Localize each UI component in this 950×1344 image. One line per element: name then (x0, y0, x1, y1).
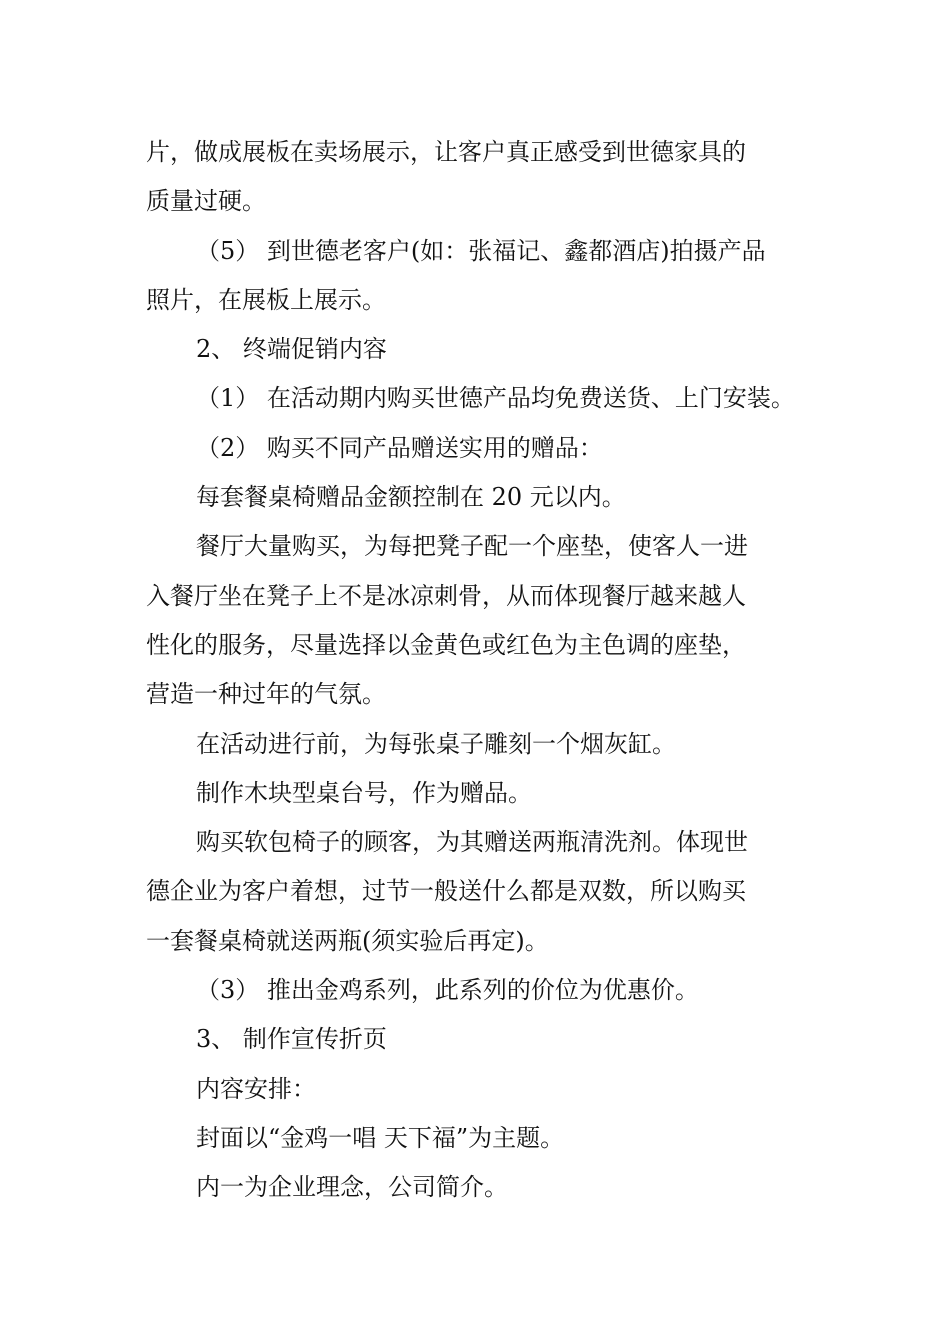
paragraph (146, 227, 808, 326)
text-line: 购买软包椅子的顾客，为其赠送两瓶清洗剂。体现世 (196, 828, 748, 857)
paragraph (146, 769, 808, 818)
paragraph (146, 424, 808, 473)
text-line: （5） 到世德老客户(如：张福记、鑫都酒店)拍摄产品 (196, 236, 766, 265)
paragraph (146, 1065, 808, 1114)
text-line: 一套餐桌椅就送两瓶(须实验后再定)。 (146, 926, 549, 955)
text-line: 制作木块型桌台号，作为赠品。 (196, 778, 532, 807)
text-line: 2、 终端促销内容 (196, 335, 387, 364)
section-heading (146, 1015, 808, 1064)
text-line: 片，做成展板在卖场展示，让客户真正感受到世德家具的 (146, 138, 746, 166)
paragraph (146, 473, 808, 522)
section-heading (146, 325, 808, 374)
text-line: 内一为企业理念，公司简介。 (196, 1173, 508, 1202)
text-line: 每套餐桌椅赠品金额控制在 20 元以内。 (196, 483, 626, 512)
paragraph (146, 522, 808, 719)
text-line: （3） 推出金鸡系列，此系列的价位为优惠价。 (196, 976, 699, 1005)
text-line: （2） 购买不同产品赠送实用的赠品： (196, 433, 603, 462)
text-line: 封面以“金鸡一唱 天下福”为主题。 (196, 1123, 565, 1152)
paragraph (146, 818, 808, 966)
paragraph (146, 374, 808, 423)
document-body (146, 128, 808, 1213)
text-line: 入餐厅坐在凳子上不是冰凉刺骨，从而体现餐厅越来越人 (146, 581, 746, 610)
text-line: 性化的服务，尽量选择以金黄色或红色为主色调的座垫， (146, 630, 746, 659)
text-line: 照片，在展板上展示。 (146, 285, 386, 314)
paragraph (146, 720, 808, 769)
paragraph (146, 128, 808, 227)
paragraph (146, 966, 808, 1015)
text-line: 德企业为客户着想，过节一般送什么都是双数，所以购买 (146, 877, 746, 906)
text-line: 餐厅大量购买，为每把凳子配一个座垫，使客人一进 (196, 532, 748, 561)
text-line: 3、 制作宣传折页 (196, 1025, 387, 1054)
text-line: （1） 在活动期内购买世德产品均免费送货、上门安装。 (196, 384, 795, 413)
paragraph (146, 1114, 808, 1163)
text-line: 质量过硬。 (146, 187, 266, 216)
text-line: 在活动进行前，为每张桌子雕刻一个烟灰缸。 (196, 729, 676, 758)
text-line: 内容安排： (196, 1074, 316, 1103)
paragraph (146, 1163, 808, 1212)
text-line: 营造一种过年的气氛。 (146, 680, 386, 709)
